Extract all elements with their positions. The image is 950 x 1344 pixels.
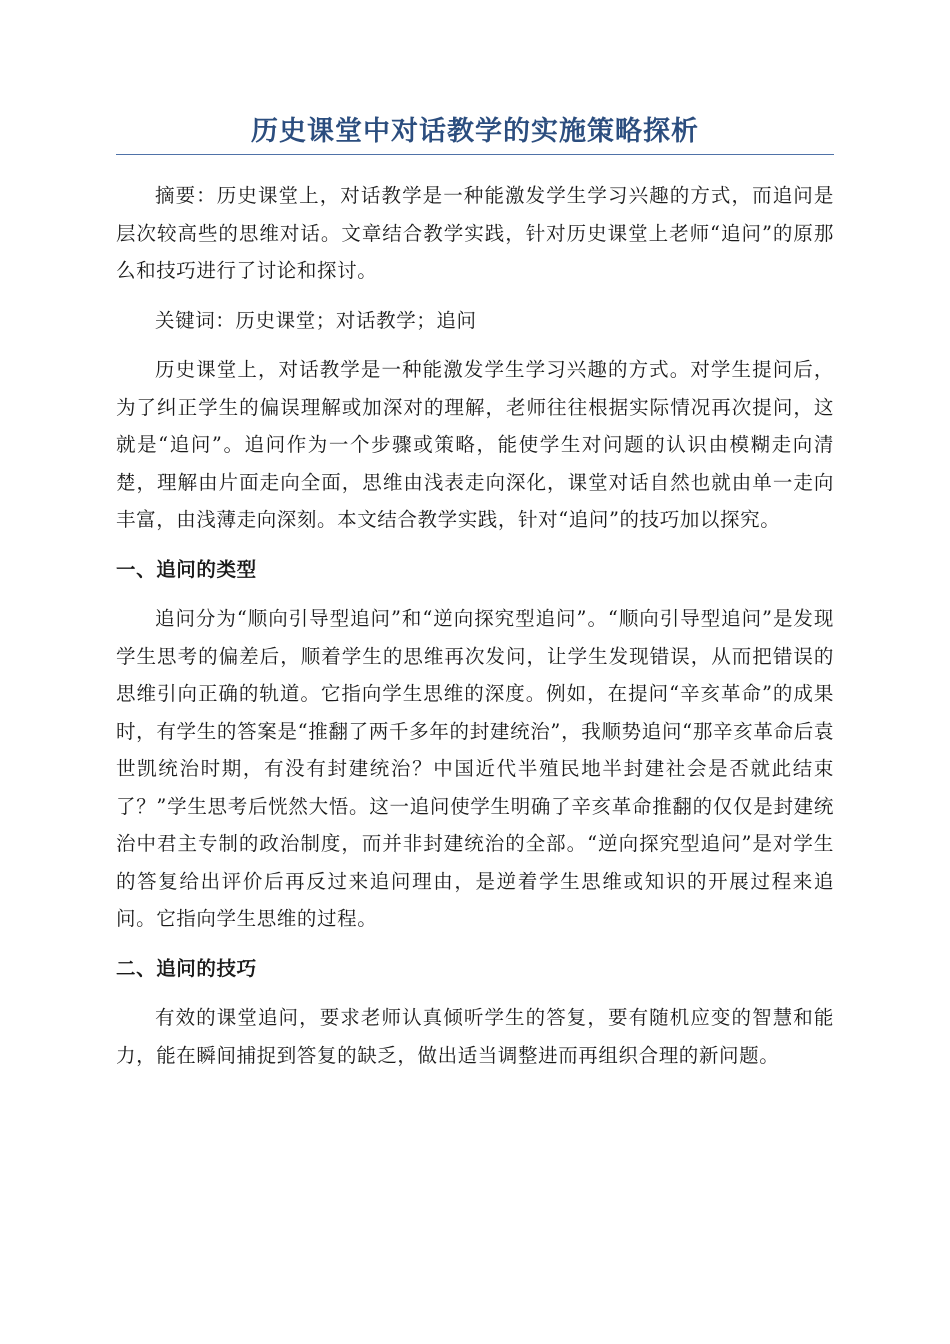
section-techniques-paragraph: 有效的课堂追问，要求老师认真倾听学生的答复，要有随机应变的智慧和能力，能在瞬间捕捉到答复的缺乏，做出适当调整进而再组织合理的新问题。 [116, 1006, 834, 1067]
section-types-paragraph: 追问分为“顺向引导型追问”和“逆向探究型追问”。“顺向引导型追问”是发现学生思考的偏差后，顺着学生的思维再次发问，让学生发现错误，从而把错误的思维引向正确的轨道。它指向学生思维的深度。例如，在提问“辛亥革命”的成果时，有学生的答案是“推翻了两千多年的封建统治”，我顺势追问“那辛亥革命后袁世凯统治时期，有没有封建统治？中国近代半殖民地半封建社会是否就此结束了？”学生思考后恍然大悟。这一追问使学生明确了辛亥革命推翻的仅仅是封建统治中君主专制的政治制度，而并非封建统治的全部。“逆向探究型追问”是对学生的答复给出评价后再反过来追问理由，是逆着学生思维或知识的开展过程来追问。它指向学生思维的过程。 [116, 607, 834, 930]
section-heading-types: 一、追问的类型 [116, 557, 257, 581]
intro-paragraph: 历史课堂上，对话教学是一种能激发学生学习兴趣的方式。对学生提问后，为了纠正学生的偏误理解或加深对的理解，老师往往根据实际情况再次提问，这就是“追问”。追问作为一个步骤或策略，能使学生对问题的认识由模糊走向清楚，理解由片面走向全面，思维由浅表走向深化，课堂对话自然也就由单一走向丰富，由浅薄走向深刻。本文结合教学实践，针对“追问”的技巧加以探究。 [116, 358, 834, 531]
document-page [116, 112, 834, 1086]
keywords-paragraph: 关键词：历史课堂；对话教学；追问 [155, 308, 477, 332]
title-divider [116, 154, 834, 155]
document-title: 历史课堂中对话教学的实施策略探析 [251, 116, 699, 147]
abstract-paragraph: 摘要：历史课堂上，对话教学是一种能激发学生学习兴趣的方式，而追问是层次较高些的思维对话。文章结合教学实践，针对历史课堂上老师“追问”的原那么和技巧进行了讨论和探讨。 [116, 184, 834, 282]
section-heading-techniques: 二、追问的技巧 [116, 956, 257, 980]
